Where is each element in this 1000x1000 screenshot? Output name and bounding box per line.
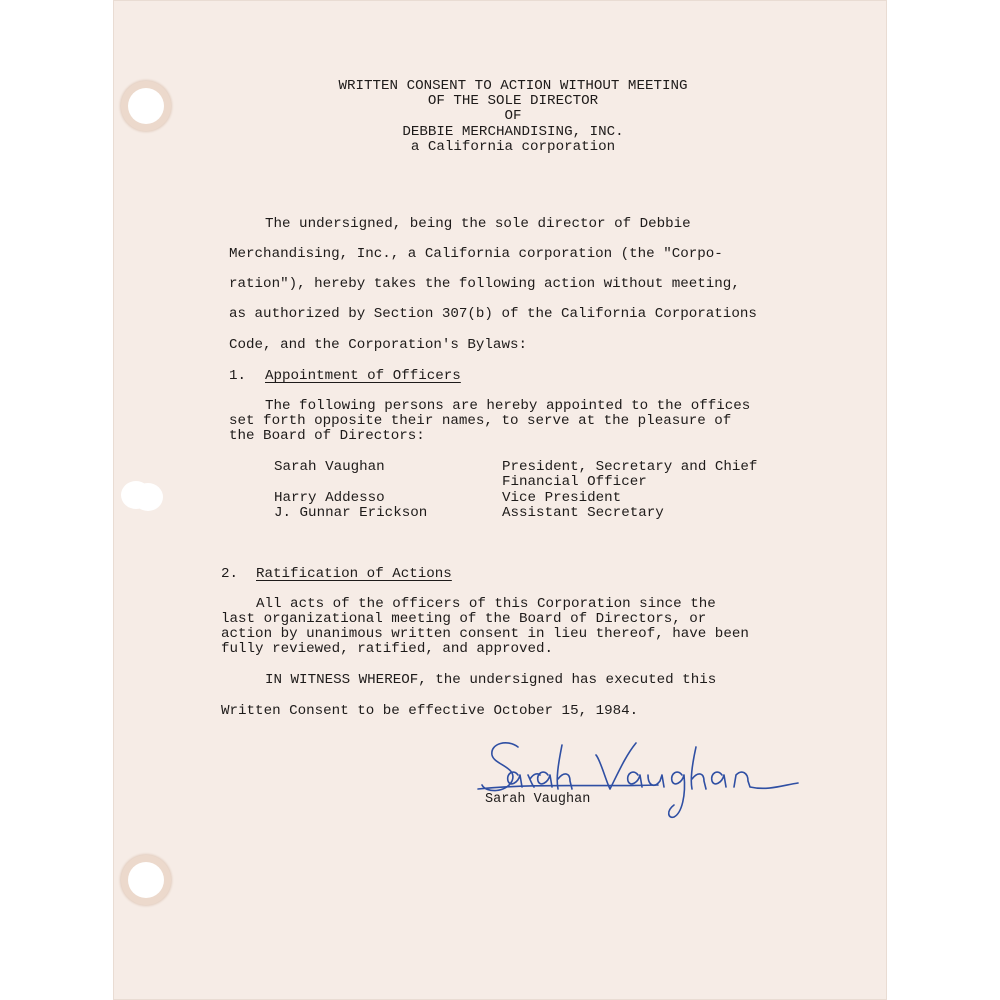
document-page xyxy=(113,0,887,1000)
section2-body-line-3: action by unanimous written consent in lieu thereof, have been xyxy=(221,626,749,642)
title-line-1: WRITTEN CONSENT TO ACTION WITHOUT MEETING xyxy=(338,78,688,94)
section2-body-line-2: last organizational meeting of the Board of Directors, or xyxy=(221,611,707,627)
intro-line-3: ration"), hereby takes the following action without meeting, xyxy=(229,276,740,292)
binder-hole-middle-right xyxy=(133,483,163,511)
section2-number: 2. xyxy=(221,566,239,582)
binder-hole-bottom xyxy=(128,862,164,898)
title-line-4: DEBBIE MERCHANDISING, INC. xyxy=(402,124,624,140)
title-line-2: OF THE SOLE DIRECTOR xyxy=(427,93,599,109)
intro-line-2: Merchandising, Inc., a California corporation (the "Corpo- xyxy=(229,246,723,262)
intro-line-4: as authorized by Section 307(b) of the California Corporations xyxy=(229,306,757,322)
witness-line-1: IN WITNESS WHEREOF, the undersigned has executed this xyxy=(265,672,717,688)
officer-title: Vice President xyxy=(502,490,622,506)
section2-heading: Ratification of Actions xyxy=(256,566,452,582)
officer-title: Assistant Secretary xyxy=(502,505,664,521)
intro-line-1: The undersigned, being the sole director of Debbie xyxy=(265,216,691,232)
section1-number: 1. xyxy=(229,368,247,384)
handwritten-signature xyxy=(478,735,818,825)
officer-name: Sarah Vaughan xyxy=(274,459,385,475)
section1-heading: Appointment of Officers xyxy=(265,368,461,384)
title-line-3: OF xyxy=(504,108,522,124)
officer-name: Harry Addesso xyxy=(274,490,385,506)
section2-body-line-4: fully reviewed, ratified, and approved. xyxy=(221,641,554,657)
witness-line-2: Written Consent to be effective October 15, 1984. xyxy=(221,703,639,719)
section2-body-line-1: All acts of the officers of this Corporation since the xyxy=(256,596,716,612)
officer-title: President, Secretary and Chief xyxy=(502,459,758,475)
section1-body-line-3: the Board of Directors: xyxy=(229,428,425,444)
title-line-5: a California corporation xyxy=(410,139,616,155)
printed-signer-name: Sarah Vaughan xyxy=(485,792,591,807)
officer-name: J. Gunnar Erickson xyxy=(274,505,428,521)
section1-body-line-1: The following persons are hereby appointed to the offices xyxy=(265,398,751,414)
intro-line-5: Code, and the Corporation's Bylaws: xyxy=(229,337,527,353)
officer-title-continued: Financial Officer xyxy=(502,474,647,490)
section1-body-line-2: set forth opposite their names, to serve at the pleasure of xyxy=(229,413,732,429)
